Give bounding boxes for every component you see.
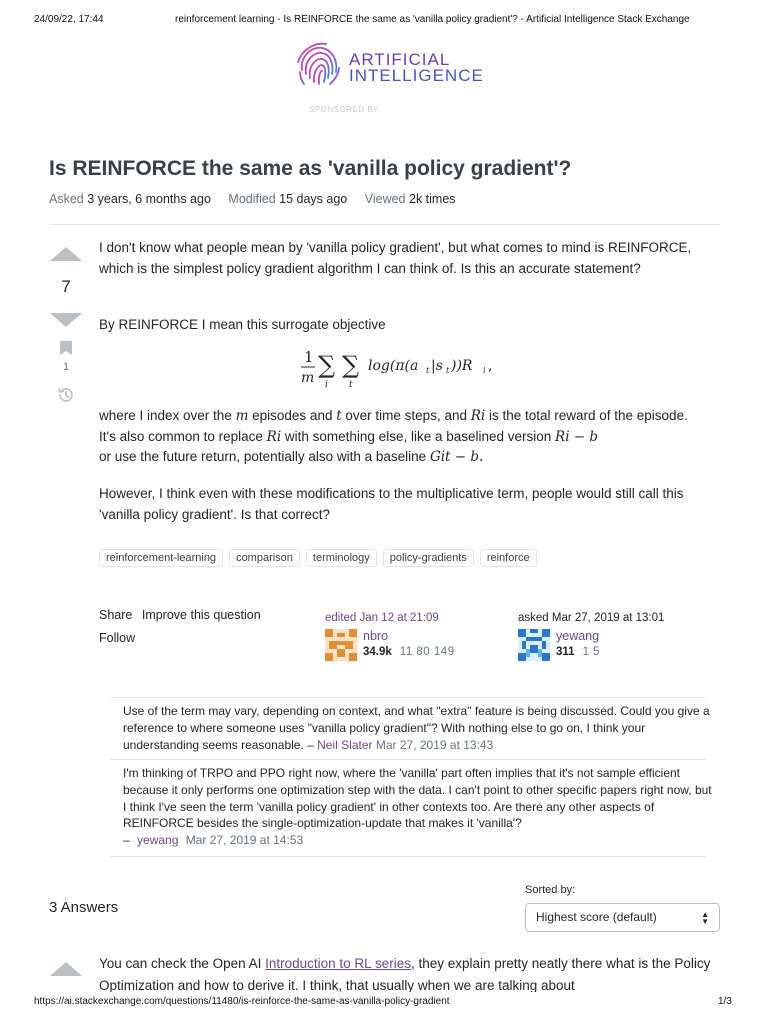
- sorted-by-label: Sorted by:: [525, 884, 576, 896]
- owner-reputation: 311: [556, 646, 575, 658]
- modified-label: Modified: [228, 192, 276, 206]
- tag-policy-gradients[interactable]: policy-gradients: [383, 549, 474, 567]
- surrogate-objective-formula: [300, 343, 510, 393]
- asked-value[interactable]: 3 years, 6 months ago: [87, 192, 211, 206]
- svg-text:m: m: [301, 370, 315, 386]
- svg-text:i: i: [325, 380, 328, 389]
- print-page-title: reinforcement learning - Is REINFORCE the same as 'vanilla policy gradient'? - Artificial Intelligence Stack Exchange: [175, 14, 690, 25]
- downvote-icon[interactable]: [50, 313, 82, 327]
- math-m: m: [235, 408, 249, 424]
- tag-reinforcement-learning[interactable]: reinforcement-learning: [99, 549, 223, 567]
- comment-user[interactable]: Neil Slater: [317, 737, 373, 752]
- owner-username[interactable]: yewang: [556, 629, 600, 643]
- svg-text:t: t: [446, 366, 450, 375]
- svg-text:1: 1: [304, 348, 314, 366]
- tag-reinforce[interactable]: reinforce: [480, 549, 537, 567]
- header-divider: [49, 224, 720, 225]
- print-url: https://ai.stackexchange.com/questions/11480/is-reinforce-the-same-as-vanilla-policy-gradient: [34, 996, 450, 1007]
- avatar[interactable]: [325, 629, 357, 661]
- editor-username[interactable]: nbro: [363, 629, 389, 643]
- math-git-minus-b: Git − b.: [429, 449, 484, 465]
- fingerprint-icon: [292, 40, 344, 92]
- owner-stats: [556, 646, 600, 658]
- svg-text:∑: ∑: [342, 351, 360, 379]
- owner-name: [556, 629, 599, 643]
- improve-question-link[interactable]: Improve this question: [141, 608, 261, 622]
- svg-text:∑: ∑: [318, 351, 336, 379]
- bookmark-count: 1: [62, 361, 70, 373]
- editor-stats: [363, 646, 455, 658]
- p3-text-a: where I index over the: [99, 408, 236, 423]
- tag-comparison[interactable]: comparison: [229, 549, 300, 567]
- question-paragraph-4: However, I think even with these modifications to the multiplicative term, people would still call this 'vanilla policy gradient'. Is that correct?: [99, 486, 684, 522]
- question-title[interactable]: Is REINFORCE the same as 'vanilla policy gradient'?: [49, 157, 572, 180]
- question-paragraph-1: I don't know what people mean by 'vanilla policy gradient', but what comes to mind is REINFORCE, which is the simplest policy gradient algorithm I can think of. Is this an accurate statement?: [99, 240, 692, 276]
- tag-terminology[interactable]: terminology: [306, 549, 377, 567]
- p3-text-f: or use the future return, potentially also with a baseline: [99, 449, 430, 464]
- answer-text-b: , they explain pretty neatly there what is the Policy Optimization and how to derive it. I think, that usually when we are talking about: [99, 956, 711, 993]
- sponsored-label: SPONSORED BY: [308, 105, 379, 114]
- answers-count: 3 Answers: [49, 899, 119, 916]
- p3-text-d: is the total reward of the episode. It's also common to replace: [99, 408, 688, 444]
- brand-line-1: ARTIFICIAL: [349, 50, 451, 69]
- comment-divider: [110, 856, 706, 857]
- print-datetime: 24/09/22, 17:44: [34, 14, 104, 25]
- question-meta: [49, 192, 470, 206]
- asked-label: Asked: [49, 192, 84, 206]
- vote-count: 7: [61, 277, 71, 296]
- viewed-value: 2k times: [409, 192, 456, 206]
- post-menu: [99, 608, 261, 622]
- edited-timestamp[interactable]: edited Jan 12 at 21:09: [325, 612, 439, 624]
- editor-reputation: 34.9k: [363, 646, 392, 658]
- editor-card: [325, 612, 439, 624]
- answer-text-a: You can check the Open AI: [99, 956, 266, 971]
- site-logo[interactable]: [292, 38, 492, 94]
- question-paragraph-2: By REINFORCE I mean this surrogate objective: [99, 317, 386, 332]
- svg-text:|s: |s: [431, 358, 443, 374]
- sort-select-value: Highest score (default): [536, 910, 657, 924]
- comment-date[interactable]: Mar 27, 2019 at 14:53: [185, 833, 304, 848]
- bookmark-icon[interactable]: [60, 341, 72, 355]
- comment: [123, 703, 713, 753]
- comment-user[interactable]: yewang: [137, 833, 179, 848]
- p3-text-b: episodes and: [248, 408, 337, 423]
- comment-divider: [110, 759, 706, 760]
- math-ri-2: Ri: [266, 428, 282, 445]
- p3-text-e: with something else, like a baselined version: [281, 428, 556, 444]
- owner-badges: 1 5: [582, 646, 601, 658]
- math-ri: Ri: [470, 408, 486, 424]
- math-t: t: [336, 408, 342, 424]
- follow-link[interactable]: Follow: [99, 631, 136, 645]
- svg-text:,: ,: [488, 358, 493, 374]
- tag-list: [99, 548, 543, 567]
- print-page-number: 1/3: [718, 996, 732, 1007]
- upvote-icon[interactable]: [50, 962, 82, 976]
- avatar[interactable]: [518, 629, 550, 661]
- editor-badges: 11 80 149: [399, 646, 455, 658]
- asked-timestamp[interactable]: asked Mar 27, 2019 at 13:01: [518, 612, 665, 624]
- comment-text: I'm thinking of TRPO and PPO right now, where the 'vanilla' part often implies that it's not sample efficient because it only performs one optimization step with the data. I can't point to other specific papers right now, but I think I've seen the term 'vanilla policy gradient' in other contexts too. Are there any other aspects of REINFORCE besides the single-optimization-update that makes it 'vanilla'?: [123, 766, 712, 831]
- math-ri-minus-b: Ri − b: [555, 428, 599, 445]
- viewed-label: Viewed: [364, 192, 406, 206]
- svg-text:))R: ))R: [451, 358, 473, 374]
- svg-text:t: t: [349, 380, 353, 389]
- answer-body: [99, 953, 719, 996]
- modified-value[interactable]: 15 days ago: [279, 192, 348, 206]
- svg-text:t: t: [426, 366, 430, 375]
- comment: [123, 765, 713, 849]
- comment-divider: [110, 697, 706, 698]
- brand-line-2: INTELLIGENCE: [349, 66, 484, 85]
- comment-text: Use of the term may vary, depending on context, and what "extra" feature is being discussed. Could you give a reference to where someone uses "vanilla policy gradient"? With nothing else to go on, I think your understanding seems reasonable. –: [123, 704, 710, 752]
- question-paragraph-3: [99, 406, 699, 468]
- sort-select[interactable]: [525, 903, 720, 932]
- comment-dash: –: [123, 833, 130, 848]
- share-link[interactable]: Share: [99, 608, 133, 622]
- upvote-icon[interactable]: [50, 247, 82, 261]
- p3-text-c: over time steps, and: [341, 408, 471, 423]
- svg-text:i: i: [483, 366, 486, 375]
- intro-rl-series-link[interactable]: Introduction to RL series: [265, 956, 411, 971]
- select-chevron-icon: ▲ ▼: [701, 910, 709, 926]
- svg-text:log(π(a: log(π(a: [368, 358, 419, 374]
- history-icon[interactable]: [56, 385, 76, 410]
- owner-card: [518, 612, 664, 624]
- editor-name: [363, 629, 388, 643]
- comment-date[interactable]: Mar 27, 2019 at 13:43: [375, 737, 494, 752]
